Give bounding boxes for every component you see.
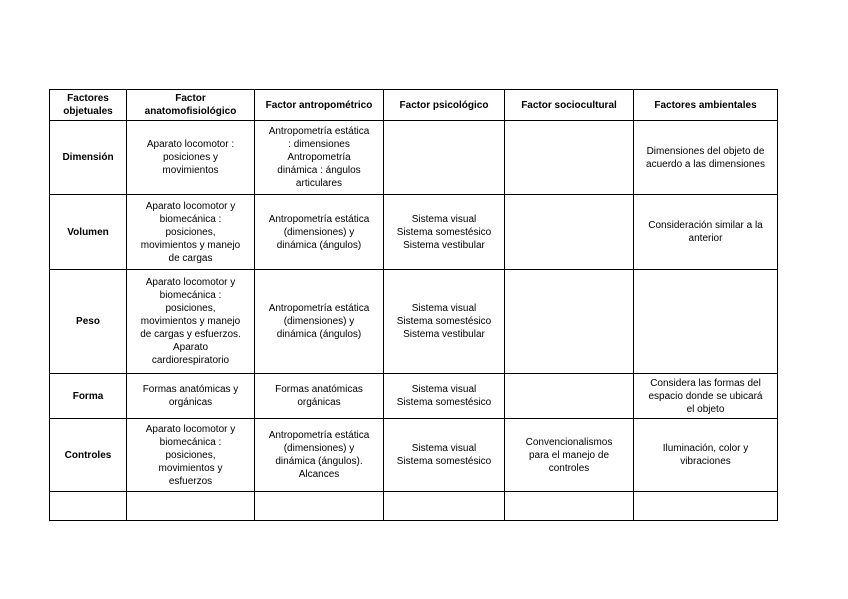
table-cell: Antropometría estática : dimensiones Antropometría dinámica : ángulos articulares bbox=[255, 121, 384, 195]
table-cell: Iluminación, color y vibraciones bbox=[634, 419, 778, 492]
row-label: Forma bbox=[50, 374, 127, 419]
table-cell-empty bbox=[127, 492, 255, 521]
row-label: Peso bbox=[50, 270, 127, 374]
header-factores-ambientales: Factores ambientales bbox=[634, 90, 778, 121]
header-factor-sociocultural: Factor sociocultural bbox=[505, 90, 634, 121]
table-row-forma bbox=[50, 374, 778, 419]
table-cell: Sistema visual Sistema somestésico bbox=[384, 374, 505, 419]
table-row-peso bbox=[50, 270, 778, 374]
factors-table bbox=[49, 89, 778, 521]
header-factor-antropometrico: Factor antropométrico bbox=[255, 90, 384, 121]
row-label: Controles bbox=[50, 419, 127, 492]
row-label: Dimensión bbox=[50, 121, 127, 195]
header-factor-psicologico: Factor psicológico bbox=[384, 90, 505, 121]
header-factor-anatomofisiologico: Factor anatomofisiológico bbox=[127, 90, 255, 121]
table-cell: Aparato locomotor y biomecánica : posiciones, movimientos y manejo de cargas y esfuerzos. Aparato cardiorespiratorio bbox=[127, 270, 255, 374]
table-cell bbox=[384, 121, 505, 195]
table-cell: Formas anatómicas y orgánicas bbox=[127, 374, 255, 419]
table-header-row bbox=[50, 90, 778, 121]
table-cell: Sistema visual Sistema somestésico Sistema vestibular bbox=[384, 195, 505, 270]
row-label: Volumen bbox=[50, 195, 127, 270]
table-cell: Aparato locomotor y biomecánica : posiciones, movimientos y manejo de cargas bbox=[127, 195, 255, 270]
table-cell: Sistema visual Sistema somestésico bbox=[384, 419, 505, 492]
table-cell: Aparato locomotor : posiciones y movimientos bbox=[127, 121, 255, 195]
table-cell: Antropometría estática (dimensiones) y dinámica (ángulos) bbox=[255, 270, 384, 374]
table-cell-empty bbox=[255, 492, 384, 521]
table-row-dimension bbox=[50, 121, 778, 195]
table-cell-empty bbox=[384, 492, 505, 521]
table-row-volumen bbox=[50, 195, 778, 270]
table-cell-empty bbox=[505, 492, 634, 521]
table-cell-empty bbox=[634, 492, 778, 521]
table-cell: Dimensiones del objeto de acuerdo a las dimensiones bbox=[634, 121, 778, 195]
table-cell: Considera las formas del espacio donde se ubicará el objeto bbox=[634, 374, 778, 419]
table-cell bbox=[505, 121, 634, 195]
table-cell: Antropometría estática (dimensiones) y dinámica (ángulos). Alcances bbox=[255, 419, 384, 492]
table-row-empty bbox=[50, 492, 778, 521]
table-cell bbox=[634, 270, 778, 374]
table-cell: Convencionalismos para el manejo de controles bbox=[505, 419, 634, 492]
table-cell bbox=[505, 195, 634, 270]
table-cell: Consideración similar a la anterior bbox=[634, 195, 778, 270]
header-factores-objetuales: Factores objetuales bbox=[50, 90, 127, 121]
table-row-controles bbox=[50, 419, 778, 492]
table-cell: Aparato locomotor y biomecánica : posiciones, movimientos y esfuerzos bbox=[127, 419, 255, 492]
table-cell bbox=[505, 374, 634, 419]
table-cell: Sistema visual Sistema somestésico Sistema vestibular bbox=[384, 270, 505, 374]
table-cell: Formas anatómicas orgánicas bbox=[255, 374, 384, 419]
table-cell-empty bbox=[50, 492, 127, 521]
table-cell: Antropometría estática (dimensiones) y dinámica (ángulos) bbox=[255, 195, 384, 270]
table-cell bbox=[505, 270, 634, 374]
